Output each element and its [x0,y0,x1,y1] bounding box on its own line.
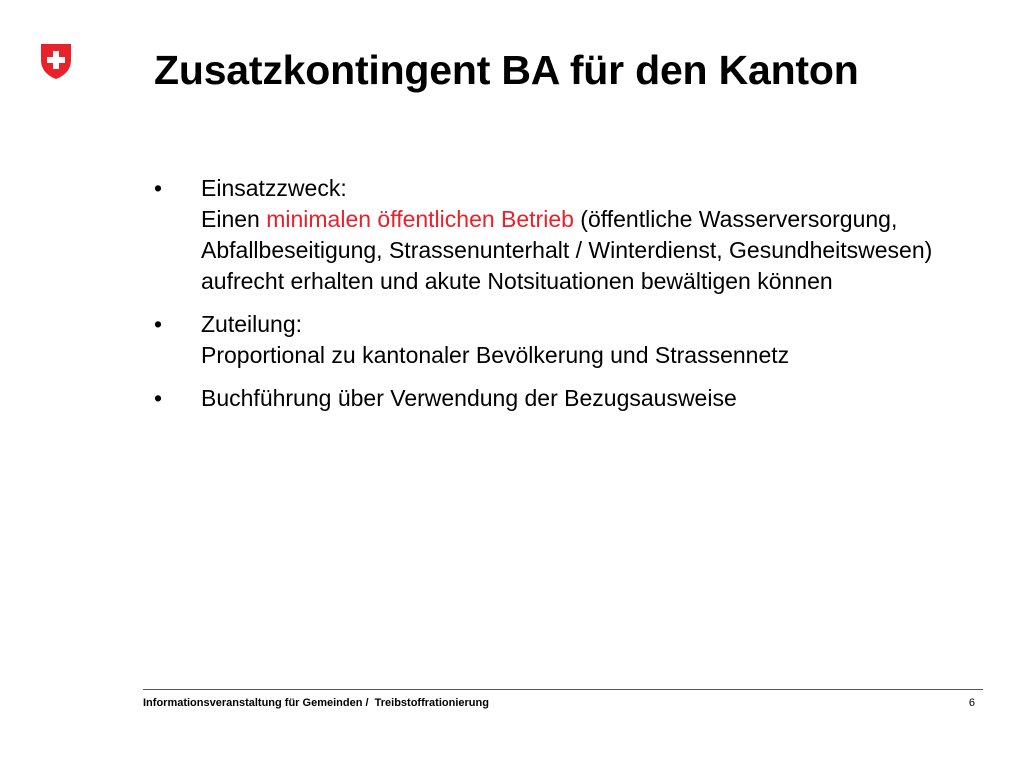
bullet-list [154,173,944,414]
bullet-marker: • [154,311,163,337]
bullet-body-prefix: Einen [201,206,267,232]
bullet-einsatzzweck [154,173,944,297]
bullet-heading: Einsatzzweck: [201,175,347,201]
swiss-coat-of-arms-icon [40,43,72,80]
footer-text: Informationsveranstaltung für Gemeinden / Treibstoffrationierung [143,697,489,709]
bullet-body-rest: (öffentliche Wasserversorgung, Abfallbeseitigung, Strassenunterhalt / Winterdienst, Gesundheitswesen) aufrecht erhalten und akute Notsituationen bewältigen können [201,206,933,294]
slide-title: Zusatzkontingent BA für den Kanton [154,47,859,93]
bullet-body: Proportional zu kantonaler Bevölkerung und Strassennetz [201,342,790,368]
page-number: 6 [968,697,975,709]
bullet-marker: • [154,175,163,201]
footer-divider [143,689,983,690]
bullet-body [201,204,944,297]
bullet-buchfuehrung [154,383,944,414]
bullet-marker: • [154,385,163,411]
bullet-zuteilung [154,309,944,371]
bullet-body: Buchführung über Verwendung der Bezugsausweise [201,385,737,411]
highlighted-text: minimalen öffentlichen Betrieb [266,206,574,232]
bullet-heading: Zuteilung: [201,311,303,337]
